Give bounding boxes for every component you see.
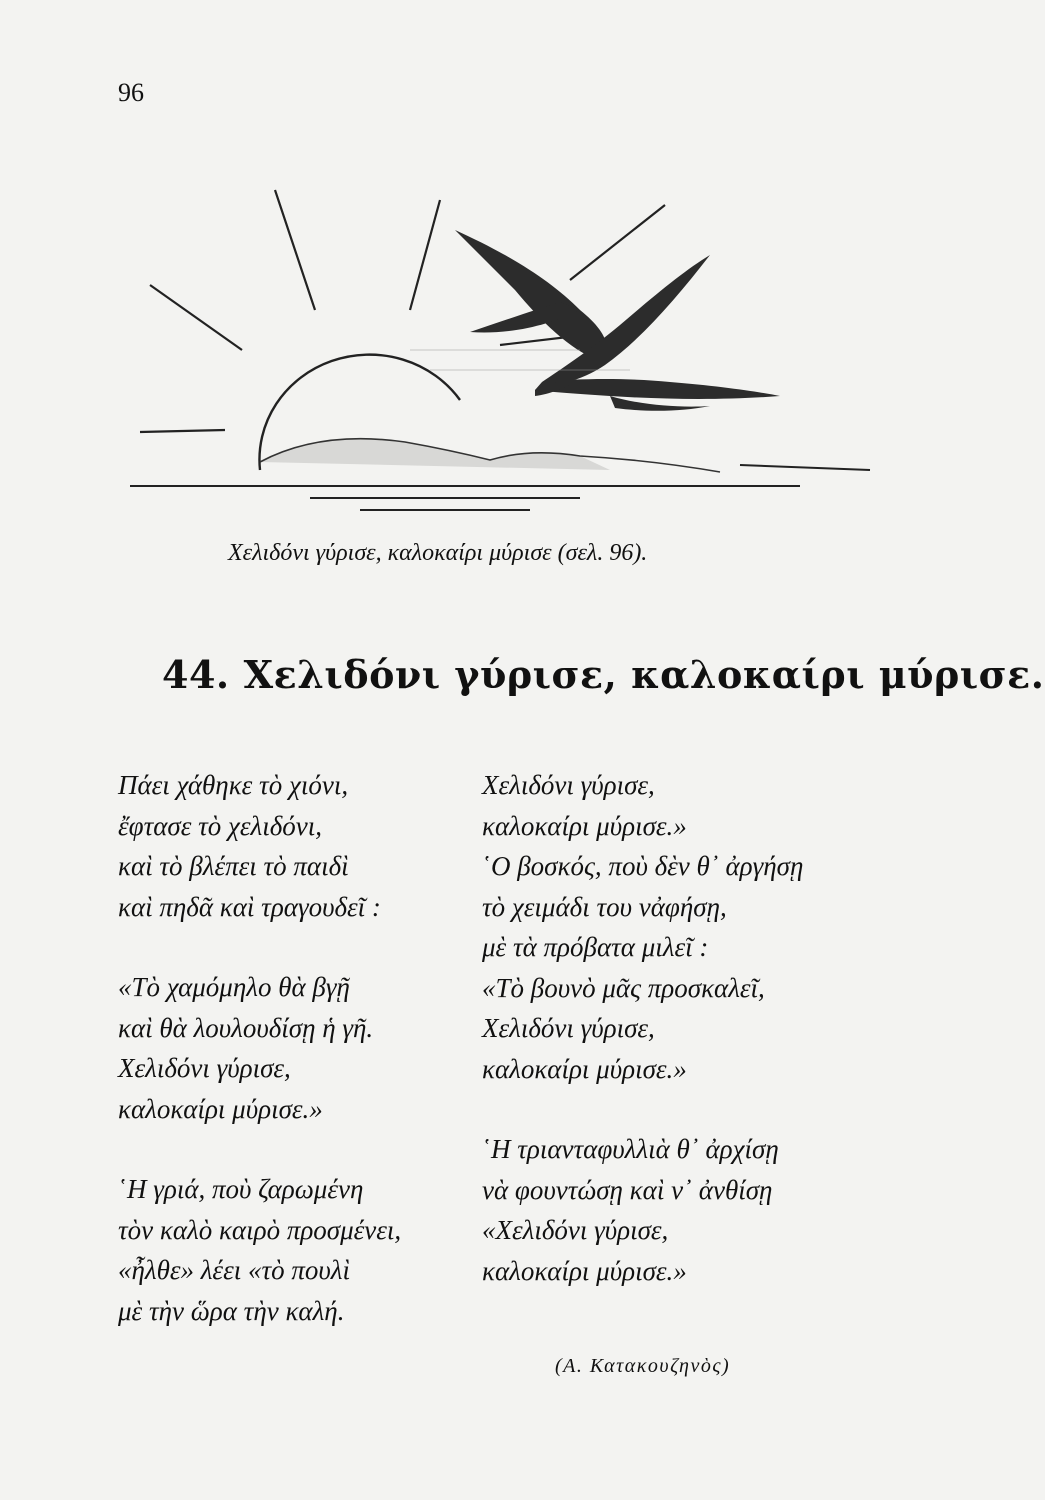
verse-line: μὲ τὴν ὥρα τὴν καλή. xyxy=(118,1295,345,1326)
verse-line: καλοκαίρι μύρισε.» xyxy=(482,1053,687,1084)
verse-line: τὸ χειμάδι του νἀφήσῃ, xyxy=(482,891,727,922)
verse-line: Χελιδόνι γύρισε, xyxy=(482,1013,655,1043)
poem-right-column xyxy=(482,765,803,1291)
verse-line: «ἦλθε» λέει «τὸ πουλὶ xyxy=(118,1255,350,1285)
verse-line: καλοκαίρι μύρισε.» xyxy=(482,1255,687,1286)
verse-line: μὲ τὰ πρόβατα μιλεῖ : xyxy=(482,932,709,962)
stanza xyxy=(118,765,401,927)
verse-line: Χελιδόνι γύρισε, xyxy=(118,1053,291,1083)
verse-line: ῾Ο βοσκός, ποὺ δὲν θ᾿ ἀργήσῃ xyxy=(482,851,804,881)
verse-line: νὰ φουντώσῃ καὶ ν᾿ ἀνθίσῃ xyxy=(482,1174,773,1205)
verse-line: καὶ θὰ λουλουδίσῃ ἡ γῆ. xyxy=(118,1012,374,1043)
swallows-sunset-illustration xyxy=(110,160,890,540)
illustration-caption: Χελιδόνι γύρισε, καλοκαίρι μύρισε (σελ. 96). xyxy=(228,540,648,566)
stanza xyxy=(482,765,803,846)
verse-line: καὶ πηδᾶ καὶ τραγουδεῖ : xyxy=(118,891,381,922)
poem-title-row xyxy=(162,652,1045,697)
verse-line: ῾Η τριανταφυλλιὰ θ᾿ ἀρχίσῃ xyxy=(482,1134,779,1164)
page-number: 96 xyxy=(118,78,144,107)
verse-line: ῾Η γριά, ποὺ ζαρωμένη xyxy=(118,1174,364,1204)
stanza xyxy=(118,1169,401,1331)
poem-number: 44. xyxy=(162,652,230,697)
verse-line: «Τὸ βουνὸ μᾶς προσκαλεῖ, xyxy=(482,972,765,1003)
verse-line: «Χελιδόνι γύρισε, xyxy=(482,1215,669,1245)
stanza xyxy=(118,967,401,1129)
poem-attribution: (Α. Κατακουζηνὸς) xyxy=(555,1355,731,1377)
verse-line: καὶ τὸ βλέπει τὸ παιδὶ xyxy=(118,851,349,881)
verse-line: καλοκαίρι μύρισε.» xyxy=(482,810,687,841)
stanza xyxy=(482,846,803,1089)
verse-line: «Τὸ χαμόμηλο θὰ βγῇ xyxy=(118,972,350,1002)
sun-rays xyxy=(140,190,665,432)
verse-line: Πάει χάθηκε τὸ χιόνι, xyxy=(118,770,349,800)
poem-left-column xyxy=(118,765,401,1331)
verse-line: καλοκαίρι μύρισε.» xyxy=(118,1093,323,1124)
verse-line: Χελιδόνι γύρισε, xyxy=(482,770,655,800)
stanza xyxy=(482,1129,803,1291)
verse-line: ἔφτασε τὸ χελιδόνι, xyxy=(118,810,323,841)
verse-line: τὸν καλὸ καιρὸ προσμένει, xyxy=(118,1214,402,1245)
poem-title: Χελιδόνι γύρισε, καλοκαίρι μύρισε. xyxy=(243,652,1045,697)
